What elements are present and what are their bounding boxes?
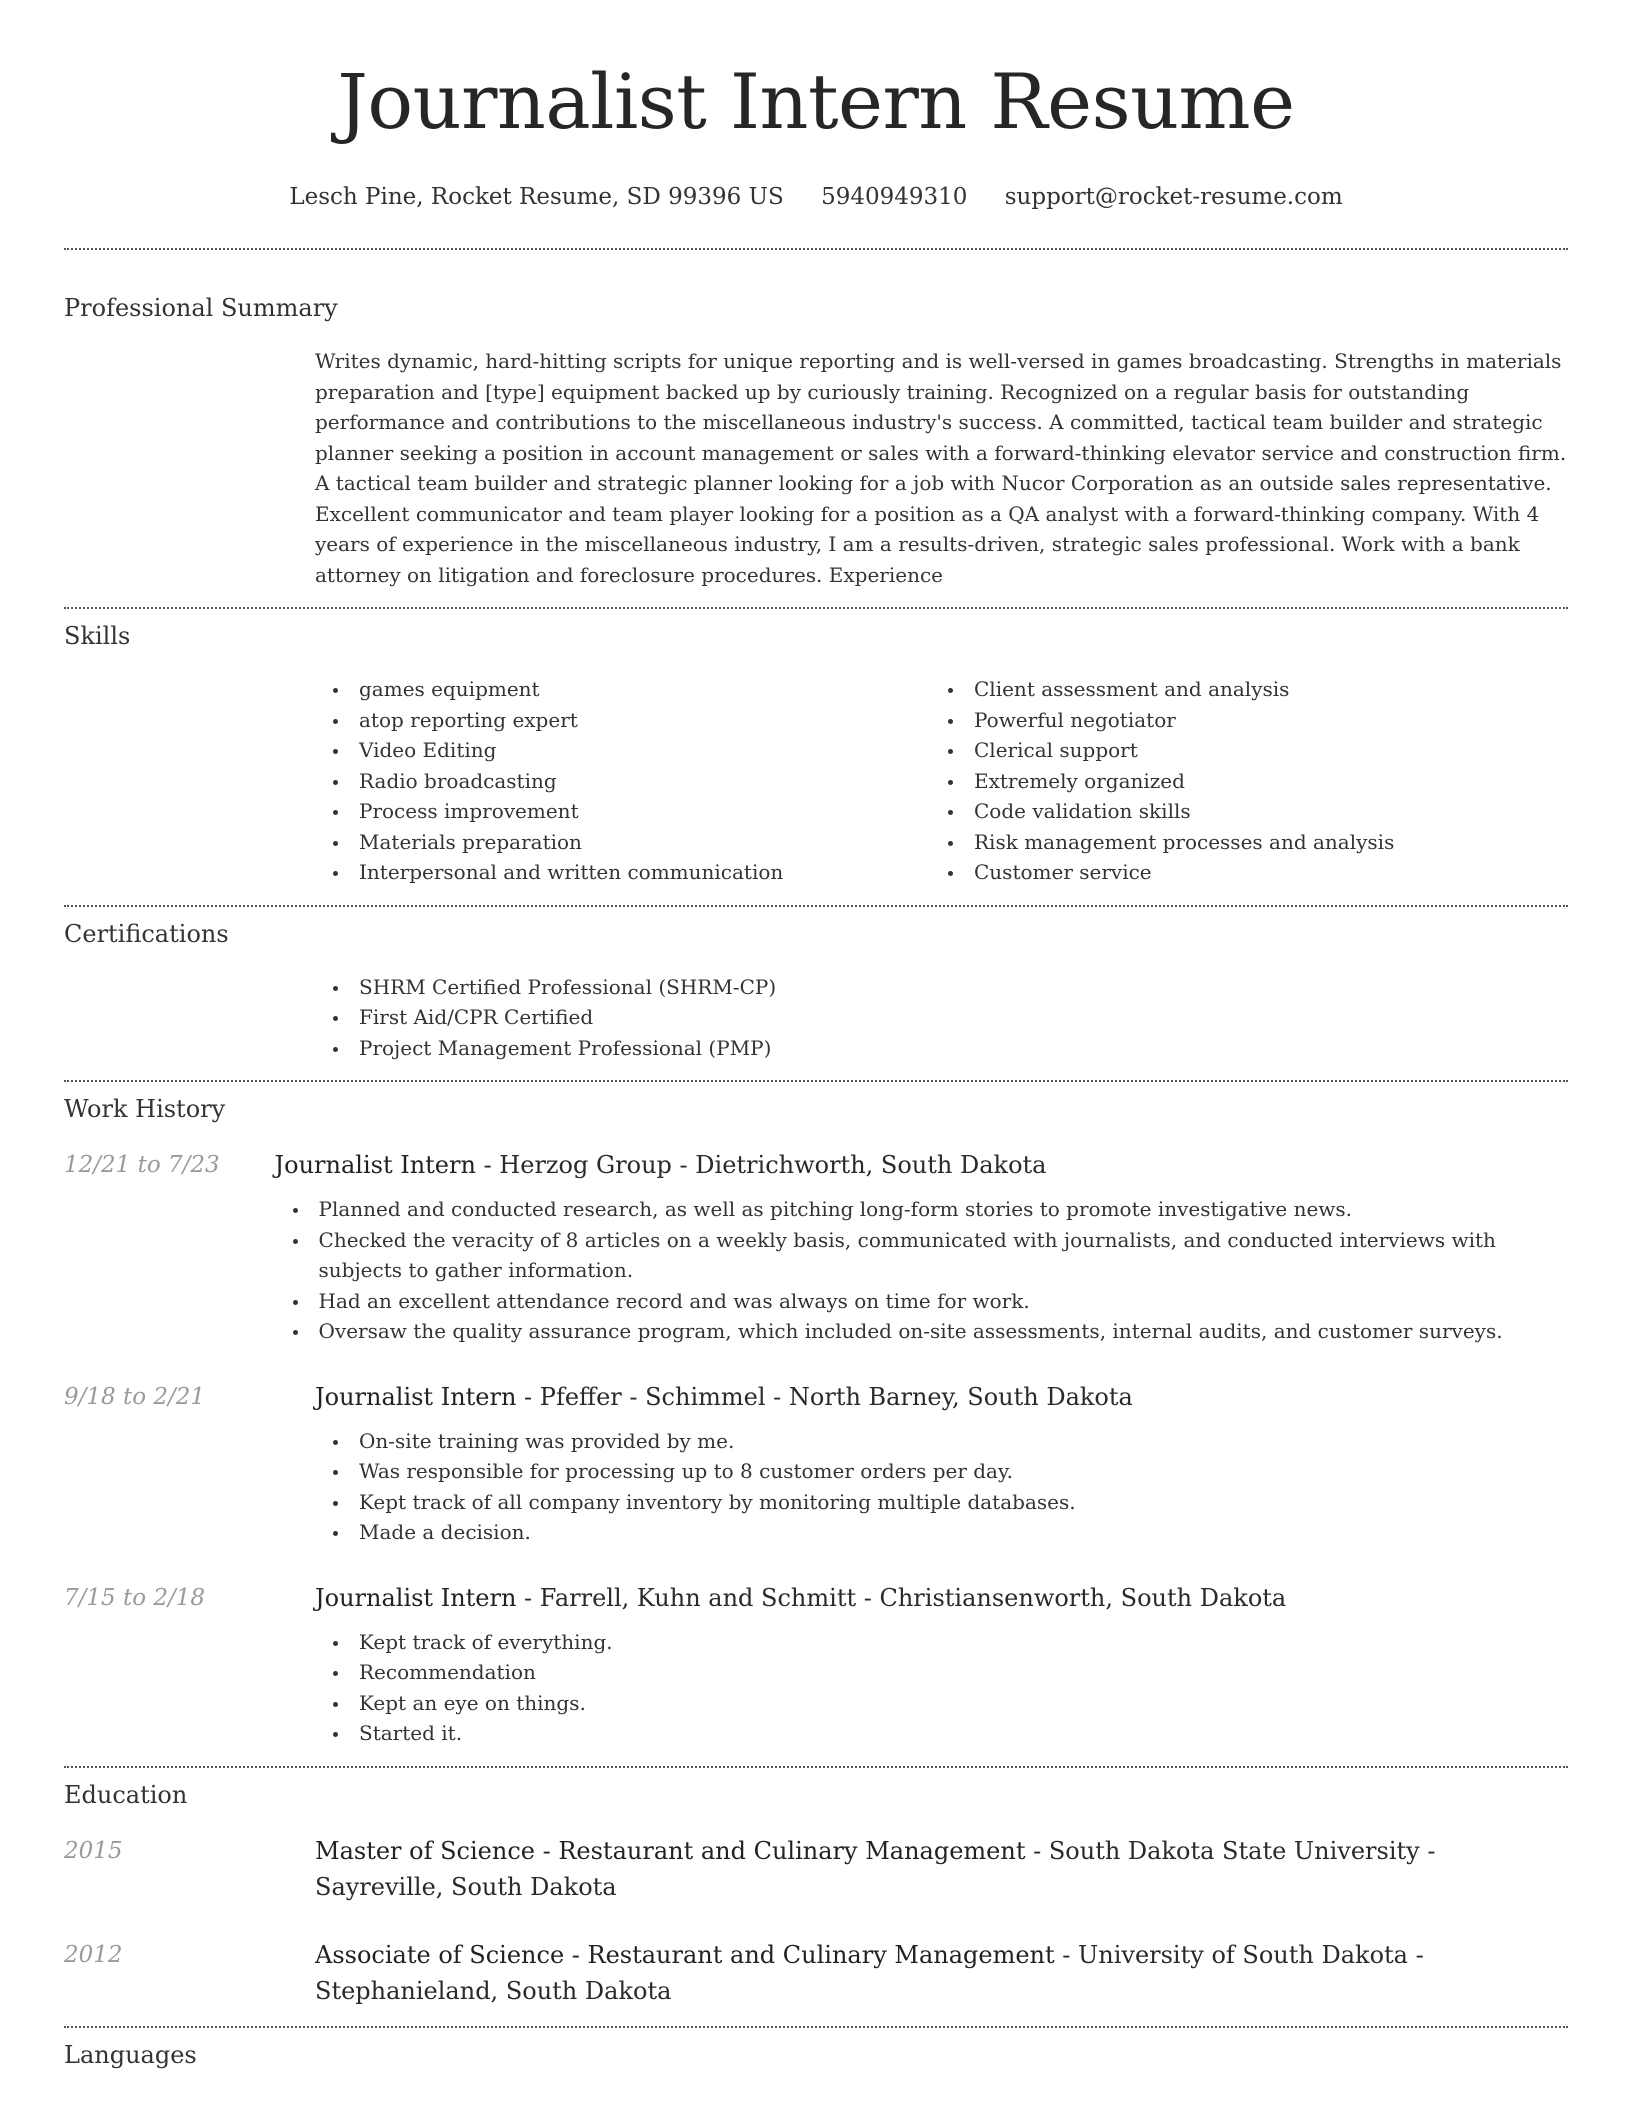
skill-item: Risk management processes and analysis [930, 827, 1545, 858]
contact-line [64, 182, 1568, 212]
skill-item: Video Editing [315, 735, 930, 766]
job-bullet: Made a decision. [315, 1517, 1568, 1548]
education-entry [64, 1937, 1568, 2009]
job-entry [64, 1379, 1568, 1548]
job-role: Journalist Intern [315, 1382, 517, 1411]
education-date: 2015 [64, 1837, 123, 1864]
skills-heading: Skills [64, 622, 131, 650]
divider [64, 2026, 1568, 2028]
job-bullet: On-site training was provided by me. [315, 1426, 1568, 1457]
address-text: Lesch Pine, Rocket Resume, SD 99396 US [289, 184, 784, 210]
certification-item: First Aid/CPR Certified [315, 1002, 1568, 1033]
skill-item: Customer service [930, 857, 1545, 888]
job-employer: - Pfeffer - Schimmel - North Barney, South Dakota [516, 1382, 1133, 1411]
certifications-list [315, 972, 1568, 1064]
skill-item: games equipment [315, 674, 930, 705]
divider [64, 607, 1568, 609]
work-history-heading: Work History [64, 1095, 226, 1123]
education-school: - University of South Dakota - Stephanieland, South Dakota [315, 1940, 1424, 2005]
languages-heading: Languages [64, 2040, 197, 2069]
skill-item: Code validation skills [930, 796, 1545, 827]
job-employer: - Herzog Group - Dietrichworth, South Dakota [475, 1151, 1047, 1179]
job-role: Journalist Intern [315, 1583, 517, 1612]
education-school: - South Dakota State University - Sayreville, South Dakota [315, 1836, 1436, 1901]
job-bullet: Started it. [315, 1718, 1568, 1749]
job-bullet: Oversaw the quality assurance program, which included on-site assessments, internal audits, and customer surveys. [275, 1316, 1568, 1347]
job-bullet: Planned and conducted research, as well as pitching long-form stories to promote investigative news. [275, 1194, 1568, 1225]
job-role: Journalist Intern [274, 1151, 476, 1179]
job-bullets [275, 1194, 1568, 1347]
phone-text: 5940949310 [821, 184, 968, 210]
job-entry [64, 1580, 1568, 1749]
certification-item: SHRM Certified Professional (SHRM-CP) [315, 972, 1568, 1003]
skill-item: Interpersonal and written communication [315, 857, 930, 888]
job-title [315, 1379, 1568, 1415]
education-title [315, 1833, 1568, 1905]
skill-item: Clerical support [930, 735, 1545, 766]
job-bullet: Had an excellent attendance record and was always on time for work. [275, 1286, 1568, 1317]
education-date: 2012 [64, 1941, 123, 1968]
divider [64, 248, 1568, 250]
education-entry [64, 1833, 1568, 1905]
certifications-heading: Certifications [64, 919, 229, 948]
job-date: 9/18 to 2/21 [64, 1383, 206, 1410]
skill-item: Powerful negotiator [930, 705, 1545, 736]
summary-text: Writes dynamic, hard-hitting scripts for unique reporting and is well-versed in games broadcasting. Strengths in materials preparation and [type] equipment backed up by curiously training. Recognized on a regular basis for outstanding performance and contributions to the miscellaneous industry's success. A committed, tactical team builder and strategic planner seeking a position in account management or sales with a forward-thinking elevator service and construction firm. A tactical team builder and strategic planner looking for a job with Nucor Corporation as an outside sales representative. Excellent communicator and team player looking for a position as a QA analyst with a forward-thinking company. With 4 years of experience in the miscellaneous industry, I am a results-driven, strategic sales professional. Work with a bank attorney on litigation and foreclosure procedures. Experience [315, 349, 1567, 587]
education-heading: Education [64, 1780, 188, 1809]
education-title [315, 1937, 1568, 2009]
job-title [315, 1580, 1568, 1616]
job-entry [64, 1147, 1568, 1347]
skills-grid [315, 674, 1568, 888]
skill-item: atop reporting expert [315, 705, 930, 736]
page-title: Journalist Intern Resume [337, 57, 1295, 146]
job-bullet: Was responsible for processing up to 8 customer orders per day. [315, 1456, 1568, 1487]
job-bullet: Kept track of all company inventory by monitoring multiple databases. [315, 1487, 1568, 1518]
skills-list-left [315, 674, 930, 888]
job-bullet: Recommendation [315, 1657, 1568, 1688]
skill-item: Materials preparation [315, 827, 930, 858]
skill-item: Radio broadcasting [315, 766, 930, 797]
certification-item: Project Management Professional (PMP) [315, 1033, 1568, 1064]
skills-list-right [930, 674, 1545, 888]
email-link[interactable]: support@rocket-resume.com [1004, 184, 1343, 210]
resume-page [64, 0, 1568, 2071]
education-degree: Associate of Science - Restaurant and Culinary Management [315, 1940, 1055, 1969]
education-degree: Master of Science - Restaurant and Culinary Management [315, 1836, 1026, 1865]
job-bullet: Kept track of everything. [315, 1627, 1568, 1658]
job-title [275, 1147, 1528, 1183]
divider [64, 1766, 1568, 1768]
job-bullet: Checked the veracity of 8 articles on a weekly basis, communicated with journalists, and conducted interviews with subjects to gather information. [275, 1225, 1568, 1286]
job-date: 12/21 to 7/23 [64, 1152, 220, 1178]
skill-item: Extremely organized [930, 766, 1545, 797]
divider [64, 1080, 1568, 1082]
skill-item: Process improvement [315, 796, 930, 827]
job-employer: - Farrell, Kuhn and Schmitt - Christiansenworth, South Dakota [516, 1583, 1287, 1612]
summary-heading: Professional Summary [64, 294, 338, 322]
job-bullet: Kept an eye on things. [315, 1688, 1568, 1719]
job-bullets [315, 1627, 1568, 1749]
skill-item: Client assessment and analysis [930, 674, 1545, 705]
job-bullets [315, 1426, 1568, 1548]
divider [64, 905, 1568, 907]
job-date: 7/15 to 2/18 [64, 1584, 206, 1611]
